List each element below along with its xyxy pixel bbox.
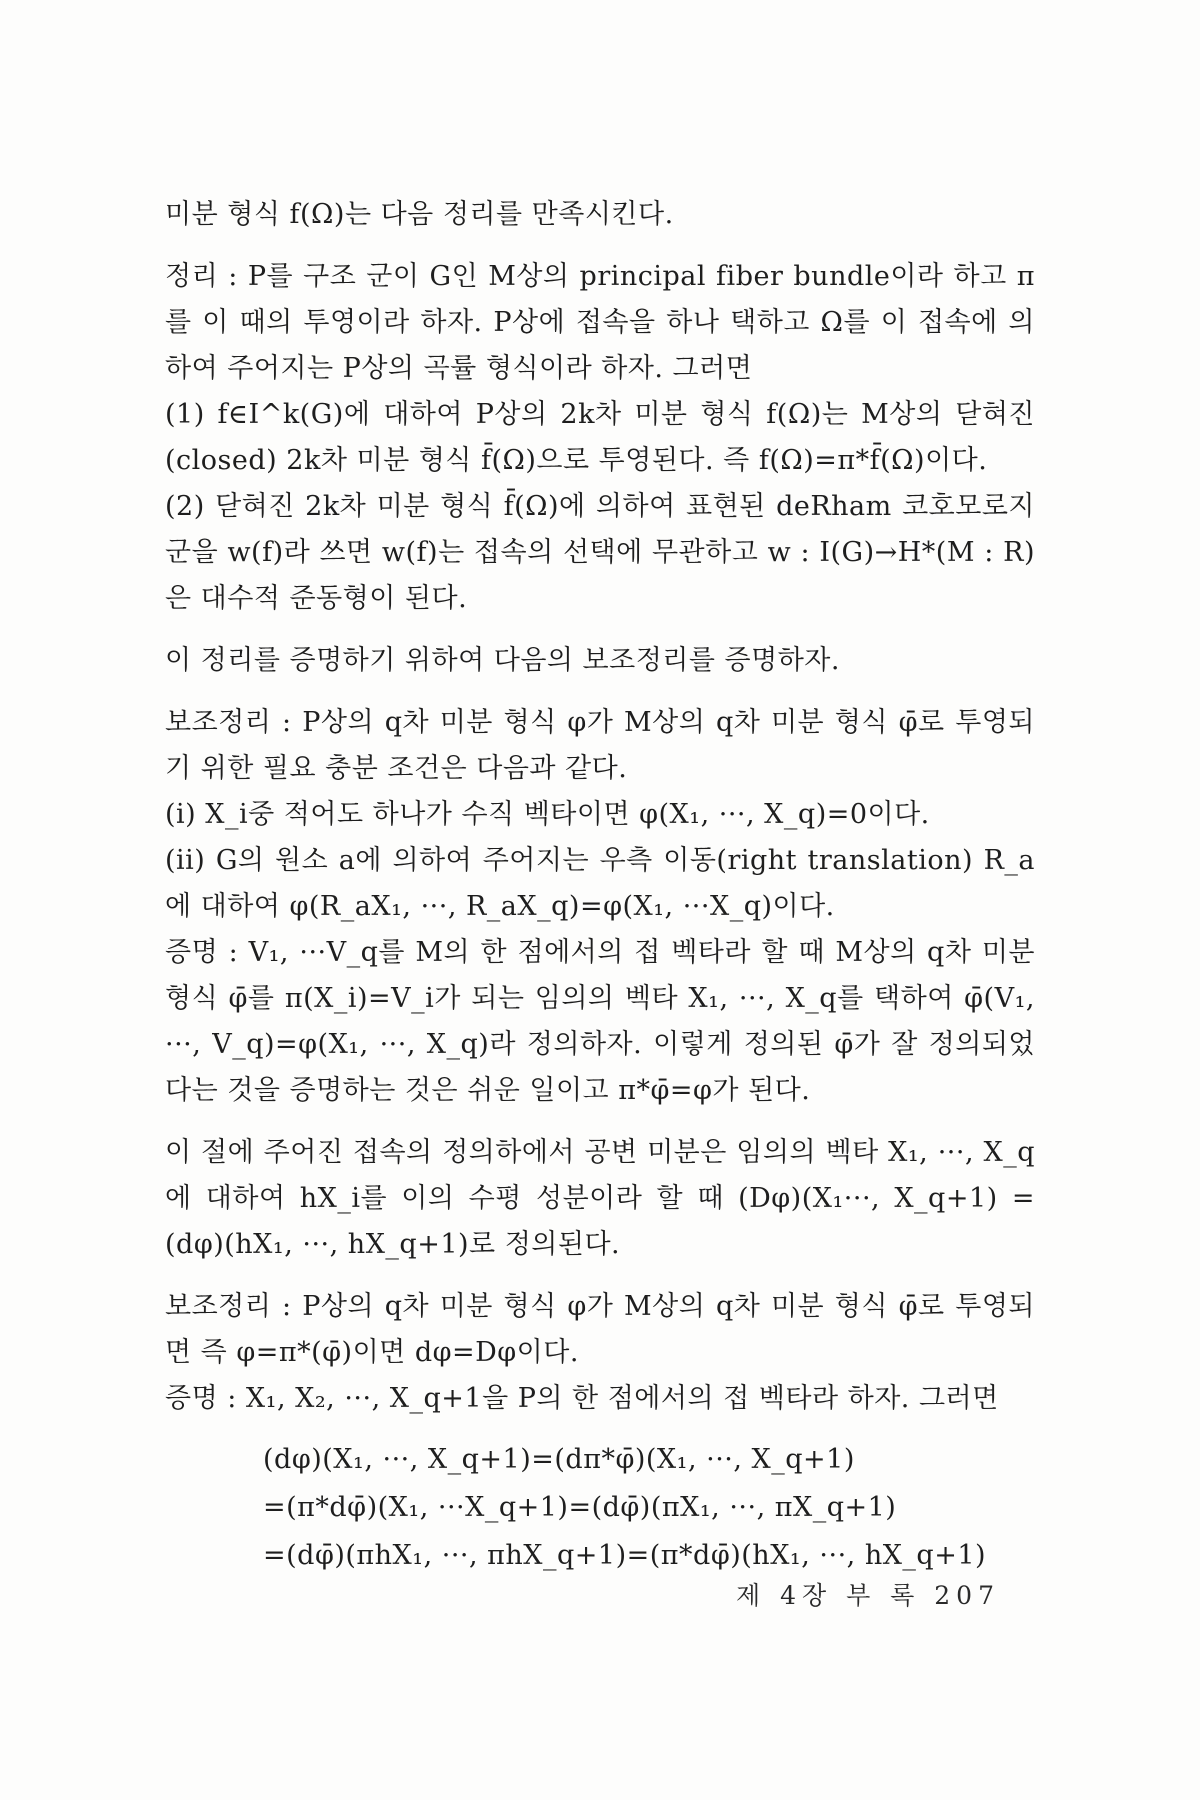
equation-line-2: =(π*dφ̄)(X₁, ···X_q+1)=(dφ̄)(πX₁, ···, πX_q+1) [263, 1492, 897, 1523]
equation-line-1: (dφ)(X₁, ···, X_q+1)=(dπ*φ̄)(X₁, ···, X_q+1) [263, 1444, 855, 1475]
theorem-item-2: (2) 닫혀진 2k차 미분 형식 f̄(Ω)에 의하여 표현된 deRham 코호모로지 군을 w(f)라 쓰면 w(f)는 접속의 선택에 무관하고 w : I(G)→H*(M : R)은 대수적 준동형이 된다. [165, 491, 1035, 614]
lemma-1-condition-ii: (ii) G의 원소 a에 의하여 주어지는 우측 이동(right translation) R_a에 대하여 φ(R_aX₁, ···, R_aX_q)=φ(X₁, ···X_q)이다. [165, 845, 1035, 922]
theorem-item-1: (1) f∈I^k(G)에 대하여 P상의 2k차 미분 형식 f(Ω)는 M상의 닫혀진(closed) 2k차 미분 형식 f̄(Ω)으로 투영된다. 즉 f(Ω)=π*f̄(Ω)이다. [165, 399, 1035, 476]
lemma-1-condition-i: (i) X_i중 적어도 하나가 수직 벡타이면 φ(X₁, ···, X_q)=0이다. [165, 799, 930, 830]
lemma-2-paragraph: 보조정리 : P상의 q차 미분 형식 φ가 M상의 q차 미분 형식 φ̄로 투영되면 즉 φ=π*(φ̄)이면 dφ=Dφ이다. [165, 1291, 1035, 1368]
equation-line-3: =(dφ̄)(πhX₁, ···, πhX_q+1)=(π*dφ̄)(hX₁, ···, hX_q+1) [263, 1540, 987, 1571]
lemma-2-proof: 증명 : X₁, X₂, ···, X_q+1을 P의 한 점에서의 접 벡타라 하자. 그러면 [165, 1383, 999, 1414]
lemma-1-paragraph: 보조정리 : P상의 q차 미분 형식 φ가 M상의 q차 미분 형식 φ̄로 투영되기 위한 필요 충분 조건은 다음과 같다. [165, 707, 1035, 784]
page-body [165, 192, 1035, 1580]
lemma-1-proof: 증명 : V₁, ···V_q를 M의 한 점에서의 접 벡타라 할 때 M상의 q차 미분 형식 φ̄를 π(X_i)=V_i가 되는 임의의 벡타 X₁, ···, X_q를 택하여 φ̄(V₁, ···, V_q)=φ(X₁, ···, X_q)라 정의하자. 이렇게 정의된 φ̄가 잘 정의되었다는 것을 증명하는 것은 쉬운 일이고 π*φ̄=φ가 된다. [165, 937, 1035, 1106]
equation-block [263, 1436, 1035, 1580]
page-footer: 제 4장 부 록 207 [735, 1581, 1000, 1610]
proof-intro-paragraph: 이 정리를 증명하기 위하여 다음의 보조정리를 증명하자. [165, 645, 840, 676]
theorem-paragraph: 정리 : P를 구조 군이 G인 M상의 principal fiber bundle이라 하고 π를 이 때의 투영이라 하자. P상에 접속을 하나 택하고 Ω를 이 접속에 의하여 주어지는 P상의 곡률 형식이라 하자. 그러면 [165, 261, 1035, 384]
intro-paragraph: 미분 형식 f(Ω)는 다음 정리를 만족시킨다. [165, 199, 674, 230]
covariant-derivative-paragraph: 이 절에 주어진 접속의 정의하에서 공변 미분은 임의의 벡타 X₁, ···, X_q에 대하여 hX_i를 이의 수평 성분이라 할 때 (Dφ)(X₁···, X_q+1) =(dφ)(hX₁, ···, hX_q+1)로 정의된다. [165, 1137, 1035, 1260]
